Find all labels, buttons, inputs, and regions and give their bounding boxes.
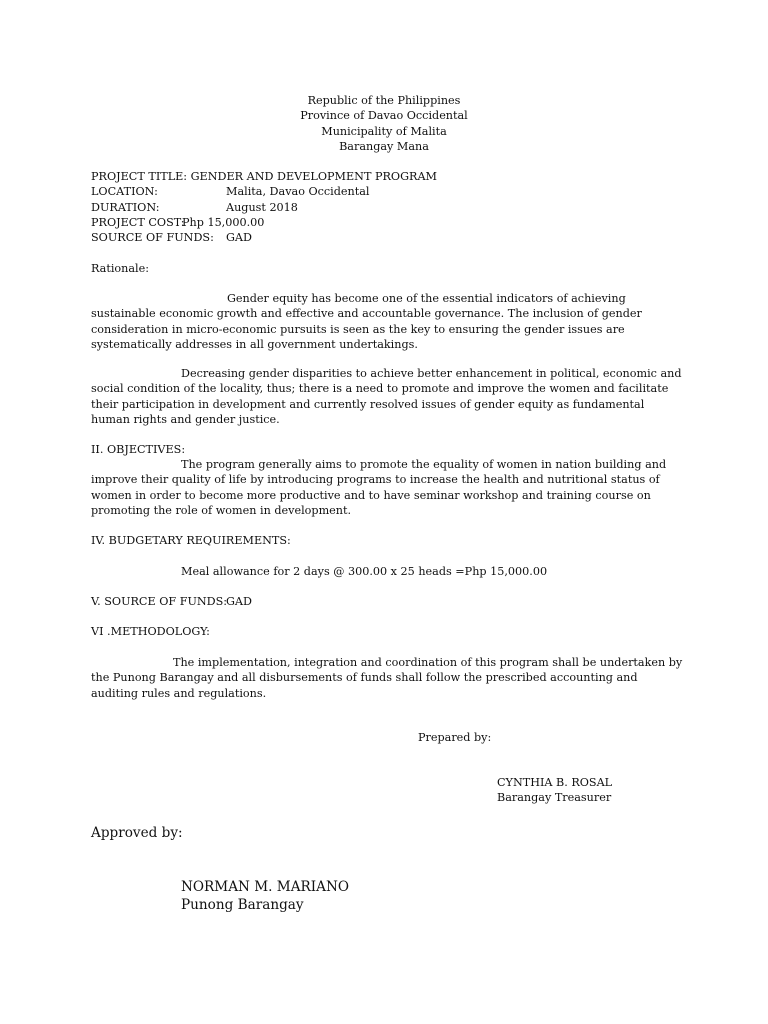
- objectives-heading: II. OBJECTIVES:: [91, 443, 186, 456]
- methodology-paragraph: The implementation, integration and coordination of this program shall be undertaken by the Punong Barangay and all disbursements of funds shall follow the prescribed accounting and auditing rules and regulations.: [91, 656, 683, 700]
- source-label: V. SOURCE OF FUNDS:: [91, 595, 228, 608]
- duration-value: August 2018: [226, 201, 298, 214]
- header-province: Province of Davao Occidental: [300, 109, 468, 122]
- header-barangay: Barangay Mana: [339, 140, 429, 153]
- location-label: LOCATION:: [91, 185, 158, 198]
- approved-position: Punong Barangay: [181, 897, 304, 913]
- objectives-paragraph: The program generally aims to promote the equality of women in nation building and improve their quality of life by introducing programs to increase the health and nutritional status of women in order to become more productive and to have seminar workshop and training course on promoting the role of women in development.: [91, 458, 667, 518]
- cost-label: PROJECT COST:: [91, 216, 185, 229]
- rationale-paragraph-2: Decreasing gender disparities to achieve better enhancement in political, economic and social condition of the locality, thus; there is a need to promote and improve the women and facilitate their participation in development and currently resolved issues of gender equity as fundamental human rights and gender justice.: [91, 367, 682, 427]
- cost-value: Php 15,000.00: [182, 216, 265, 229]
- project-title: PROJECT TITLE: GENDER AND DEVELOPMENT PROGRAM: [91, 170, 437, 183]
- location-value: Malita, Davao Occidental: [226, 185, 370, 198]
- source-value: GAD: [226, 595, 252, 608]
- prepared-label: Prepared by:: [418, 731, 492, 744]
- funds-label: SOURCE OF FUNDS:: [91, 231, 214, 244]
- approved-label: Approved by:: [91, 825, 183, 841]
- prepared-position: Barangay Treasurer: [497, 791, 612, 804]
- header-republic: Republic of the Philippines: [307, 94, 461, 107]
- header-municipality: Municipality of Malita: [321, 125, 447, 138]
- approved-name: NORMAN M. MARIANO: [181, 879, 349, 895]
- rationale-heading: Rationale:: [91, 262, 150, 275]
- methodology-heading: VI .METHODOLOGY:: [91, 625, 210, 638]
- prepared-name: CYNTHIA B. ROSAL: [497, 776, 613, 789]
- budget-heading: IV. BUDGETARY REQUIREMENTS:: [91, 534, 291, 547]
- budget-item: Meal allowance for 2 days @ 300.00 x 25 heads =Php 15,000.00: [181, 565, 548, 578]
- funds-value: GAD: [226, 231, 252, 244]
- rationale-paragraph-1: Gender equity has become one of the essential indicators of achieving sustainable economic growth and effective and accountable governance. The inclusion of gender consideration in micro-economic pursuits is seen as the key to ensuring the gender issues are systematically addresses in all government undertakings.: [91, 292, 642, 352]
- duration-label: DURATION:: [91, 201, 160, 214]
